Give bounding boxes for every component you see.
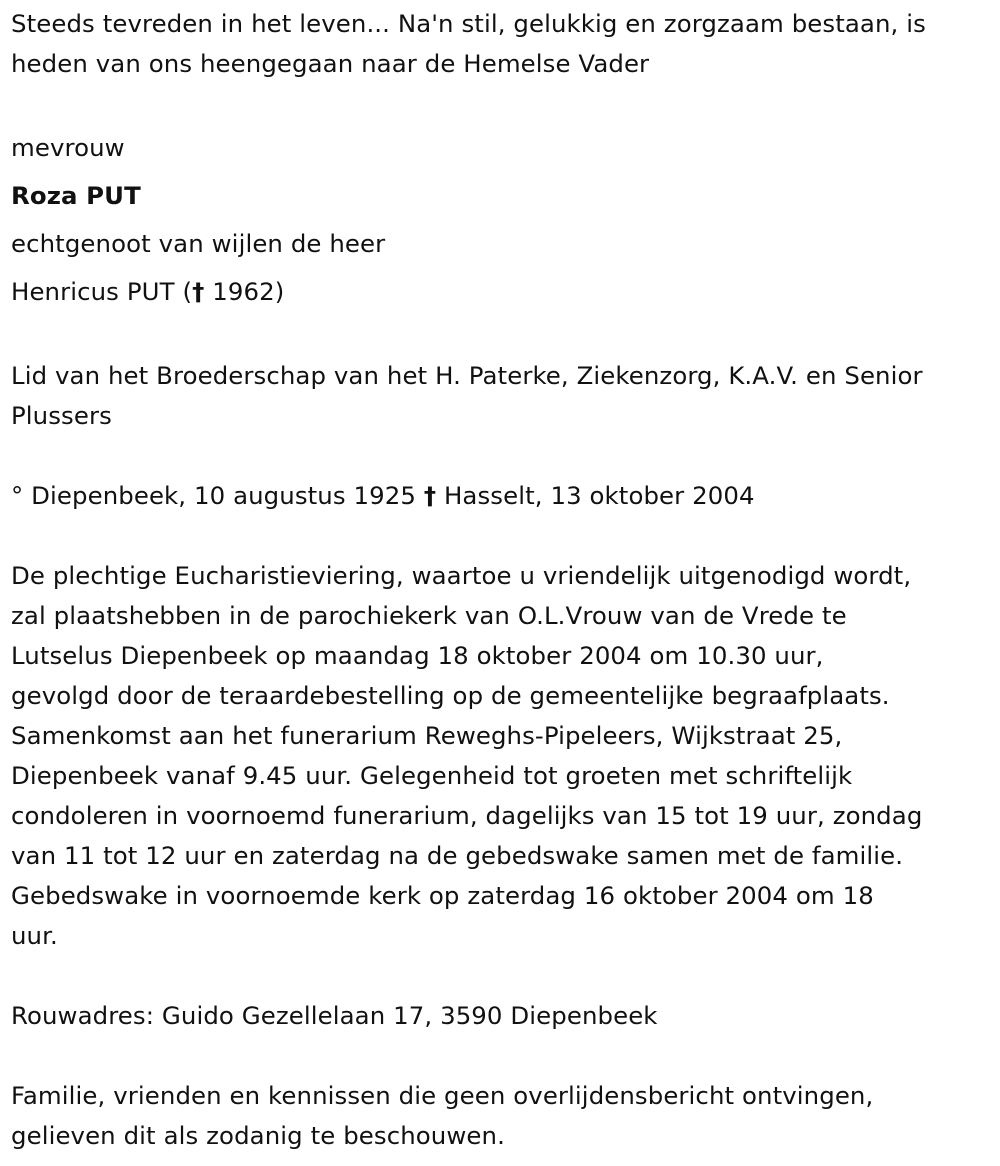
cross-icon: † [423,481,437,510]
title-prefix: mevrouw [11,133,125,162]
text-line: gelieven dit als zodanig te beschouwen. [11,1121,505,1150]
spacer [11,956,1000,996]
spouse-name: Henricus PUT ( [11,277,193,306]
text-line: gevolgd door de teraardebestelling op de gemeentelijke begraafplaats. [11,681,890,710]
text-line: Lutselus Diepenbeek op maandag 18 oktober 2004 om 10.30 uur, [11,641,824,670]
text-line: Lid van het Broederschap van het H. Paterke, Ziekenzorg, K.A.V. en Senior [11,361,923,390]
text-line: Plussers [11,401,112,430]
text-line: zal plaatshebben in de parochiekerk van O.L.Vrouw van de Vrede te [11,601,847,630]
birth-death-line [11,476,1000,516]
spouse-name-line [11,268,1000,316]
spacer [11,84,1000,124]
birth-info: ° Diepenbeek, 10 augustus 1925 [11,481,424,510]
death-info: Hasselt, 13 oktober 2004 [436,481,755,510]
spacer [11,436,1000,476]
ceremony-paragraph [11,556,1000,956]
text-line: Familie, vrienden en kennissen die geen overlijdensbericht ontvingen, [11,1081,874,1110]
text-line: uur. [11,921,58,950]
spacer [11,316,1000,356]
text-line: van 11 tot 12 uur en zaterdag na de gebedswake samen met de familie. [11,841,904,870]
deceased-name: Roza PUT [11,181,141,210]
spouse-year: 1962) [204,277,285,306]
text-line: Steeds tevreden in het leven... Na'n stil, gelukkig en zorgzaam bestaan, is [11,9,926,38]
closing-paragraph [11,1076,1000,1156]
text-line: Diepenbeek vanaf 9.45 uur. Gelegenheid tot groeten met schriftelijk [11,761,853,790]
membership-paragraph [11,356,1000,436]
cross-icon: † [192,277,205,306]
spouse-line: echtgenoot van wijlen de heer [11,229,386,258]
text-line: Gebedswake in voornoemde kerk op zaterdag 16 oktober 2004 om 18 [11,881,874,910]
mourning-address: Rouwadres: Guido Gezellelaan 17, 3590 Diepenbeek [11,1001,658,1030]
text-line: De plechtige Eucharistieviering, waartoe u vriendelijk uitgenodigd wordt, [11,561,912,590]
spacer [11,1036,1000,1076]
spacer [11,516,1000,556]
text-line: condoleren in voornoemd funerarium, dagelijks van 15 tot 19 uur, zondag [11,801,923,830]
text-line: heden van ons heengegaan naar de Hemelse Vader [11,49,650,78]
opening-paragraph [11,4,1000,84]
text-line: Samenkomst aan het funerarium Reweghs-Pipeleers, Wijkstraat 25, [11,721,843,750]
